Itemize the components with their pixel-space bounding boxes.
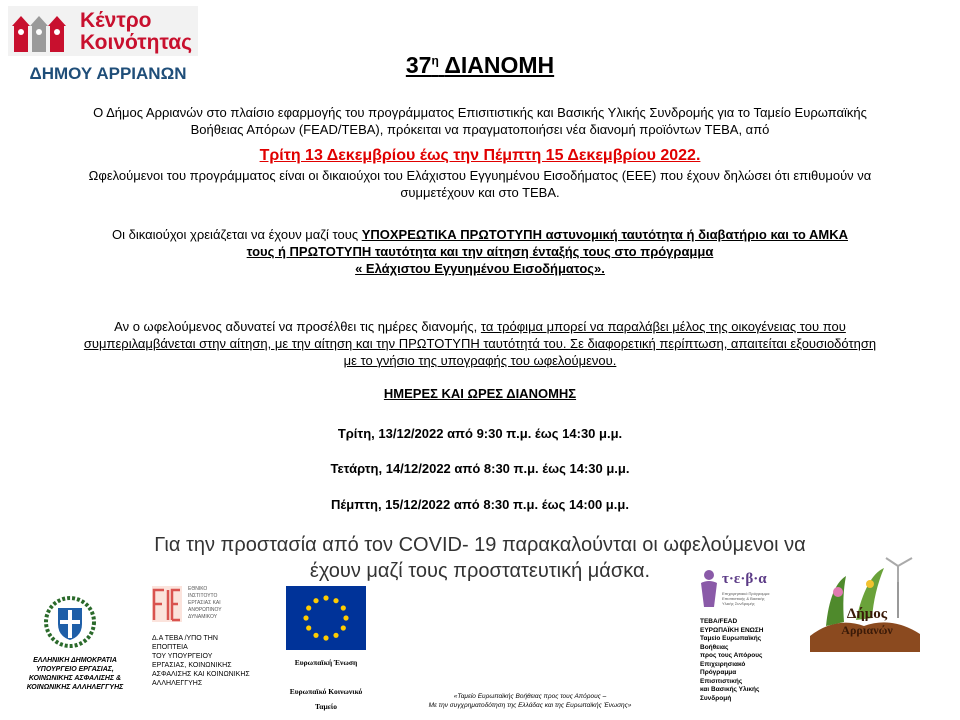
- teba-line: ΤΕΒΑ/FEAD: [700, 618, 738, 625]
- supervision-line: ΑΛΛΗΛΕΓΓΥΗΣ: [152, 680, 203, 687]
- greek-state-line: ΚΟΙΝΩΝΙΚΗΣ ΑΛΛΗΛΕΓΓΥΗΣ: [26, 684, 124, 691]
- requirements-prefix: Οι δικαιούχοι χρειάζεται να έχουν μαζί τους: [112, 227, 362, 242]
- teba-text: [700, 618, 785, 703]
- community-center-logo-icon: [12, 10, 68, 54]
- schedule-slot: Πέμπτη, 15/12/2022 από 8:30 π.μ. έως 14:00 μ.μ.: [331, 497, 629, 512]
- greek-state-line: ΕΛΛΗΝΙΚΗ ΔΗΜΟΚΡΑΤΙΑ: [33, 657, 117, 664]
- logo-line-2: Κοινότητας: [80, 31, 193, 54]
- teba-logo-sub-line: Υλικής Συνδρομής: [722, 601, 755, 606]
- teba-line: και Βασικής Υλικής: [700, 686, 760, 693]
- absent-prefix: Αν ο ωφελούμενος αδυνατεί να προσέλθει τις ημέρες διανομής,: [114, 319, 481, 334]
- teba-logo-sub-line: Επιχειρησιακό Πρόγραμμα: [722, 591, 770, 596]
- title-ordinal: η: [431, 53, 439, 68]
- eiead-line: ΑΝΘΡΩΠΙΝΟΥ: [188, 607, 222, 613]
- municipality-name: ΔΗΜΟΥ ΑΡΡΙΑΝΩΝ: [29, 64, 187, 83]
- footer-quote: [380, 692, 680, 710]
- teba-logo-word: τ·ε·β·α: [722, 571, 767, 587]
- requirements-emphasis-2: τους ή ΠΡΩΤΟΤΥΠΗ ταυτότητα και την αίτηση ένταξής τους στο πρόγραμμα: [246, 244, 714, 259]
- dimos-logo-line-1: Δήμος: [846, 606, 888, 622]
- dimos-logo-text: [822, 606, 912, 638]
- esf-line-2: Ταμείο: [314, 702, 338, 711]
- teba-logo: [690, 565, 790, 621]
- teba-line: Πρόγραμμα: [700, 669, 737, 676]
- absent-underlined-3: με το γνήσιο της υπογραφής του ωφελούμενου.: [343, 353, 617, 368]
- beneficiaries-line-2: συμμετέχουν και στο ΤΕΒΑ.: [400, 185, 560, 200]
- beneficiaries-paragraph: [20, 167, 940, 201]
- esf-label: [276, 684, 376, 714]
- intro-line-2: Βοήθειας Απόρων (FEAD/ΤΕΒΑ), πρόκειται να πραγματοποιήσει νέα διανομή προϊόντων ΤΕΒΑ, από: [190, 122, 770, 137]
- eiead-line: ΙΝΣΤΙΤΟΥΤΟ: [188, 593, 218, 599]
- greek-state-text: [20, 656, 130, 692]
- requirements-emphasis-3: « Ελάχιστου Εγγυημένου Εισοδήματος».: [355, 261, 605, 276]
- supervision-line: ΕΠΟΠΤΕΙΑ: [152, 644, 188, 651]
- eiead-logo-text: [188, 586, 248, 621]
- supervision-line: ΑΣΦΑΛΙΣΗΣ ΚΑΙ ΚΟΙΝΩΝΙΚΗΣ: [152, 671, 250, 678]
- schedule-heading: ΗΜΕΡΕΣ ΚΑΙ ΩΡΕΣ ΔΙΑΝΟΜΗΣ: [383, 386, 577, 401]
- greek-state-line: ΚΟΙΝΩΝΙΚΗΣ ΑΣΦΑΛΙΣΗΣ &: [28, 675, 122, 682]
- eiead-line: ΕΡΓΑΣΙΑΣ ΚΑΙ: [188, 600, 221, 606]
- greek-emblem-icon: [44, 596, 96, 648]
- absent-paragraph: [20, 318, 940, 369]
- eiead-logo-icon: [150, 584, 184, 624]
- logo-line-1: Κέντρο: [80, 9, 152, 32]
- teba-line: Συνδρομή: [700, 694, 732, 702]
- supervision-line: ΕΡΓΑΣΙΑΣ, ΚΟΙΝΩΝΙΚΗΣ: [152, 662, 232, 669]
- intro-paragraph: [20, 104, 940, 138]
- distribution-dates: Τρίτη 13 Δεκεμβρίου έως την Πέμπτη 15 Δεκεμβρίου 2022.: [259, 147, 701, 164]
- schedule-slot: Τετάρτη, 14/12/2022 από 8:30 π.μ. έως 14:30 μ.μ.: [330, 461, 630, 476]
- teba-line: Βοήθειας: [700, 643, 729, 651]
- eu-flag-icon: [286, 586, 366, 650]
- supervision-line: Δ.Α ΤΕΒΑ /ΥΠΟ ΤΗΝ: [152, 635, 218, 642]
- eu-label: Ευρωπαϊκή Ένωση: [294, 658, 358, 667]
- supervision-line: ΤΟΥ ΥΠΟΥΡΓΕΙΟΥ: [152, 653, 213, 660]
- eiead-line: ΔΥΝΑΜΙΚΟΥ: [188, 614, 218, 620]
- absent-underlined-1: τα τρόφιμα μπορεί να παραλάβει μέλος της οικογένειας του που: [480, 319, 846, 334]
- quote-line-1: «Ταμείο Ευρωπαϊκής Βοήθειας προς τους Απόρους –: [453, 693, 607, 700]
- teba-line: Επιχειρησιακό: [700, 660, 746, 668]
- covid-line-2: έχουν μαζί τους προστατευτική μάσκα.: [309, 560, 651, 582]
- beneficiaries-line-1: Ωφελούμενοι του προγράμματος είναι οι δικαιούχοι του Ελάχιστου Εγγυημένου Εισοδήματος (ΕΕΕ) που έχουν δηλώσει ότι επιθυμούν να: [88, 168, 872, 183]
- requirements-emphasis-1: ΥΠΟΧΡΕΩΤΙΚΑ ΠΡΩΤΟΤΥΠΗ αστυνομική ταυτότητα ή διαβατήριο και το ΑΜΚΑ: [361, 227, 848, 242]
- title-number: 37: [405, 52, 432, 78]
- teba-logo-sub-line: Επισιτιστικής & Βασικής: [722, 596, 765, 601]
- teba-figure-icon: [698, 569, 720, 609]
- intro-line-1: Ο Δήμος Αρριανών στο πλαίσιο εφαρμογής του προγράμματος Επισιτιστικής και Βασικής Υλικής Συνδρομής για το Ταμείο Ευρωπαϊκής: [93, 105, 867, 120]
- quote-line-2: Με την συγχρηματοδότηση της Ελλάδας και της Ευρωπαϊκής Ένωσης»: [428, 702, 632, 709]
- title-word: ΔΙΑΝΟΜΗ: [444, 52, 555, 78]
- greek-state-line: ΥΠΟΥΡΓΕΙΟ ΕΡΓΑΣΙΑΣ,: [36, 666, 114, 673]
- dimos-logo-line-2: Αρριανών: [841, 623, 893, 637]
- covid-line-1: Για την προστασία από τον COVID- 19 παρακαλούνται οι ωφελούμενοι να: [154, 534, 806, 556]
- teba-line: Ταμείο Ευρωπαϊκής: [700, 635, 762, 642]
- teba-line: Επισιτιστικής: [700, 677, 743, 685]
- teba-logo-sub: [722, 591, 769, 606]
- absent-underlined-2: συμπεριλαμβάνεται στην αίτηση, με την αίτηση και την ΠΡΩΤΟΤΥΠΗ ταυτότητά του. Σε διαφορετική περίπτωση, απαιτείται εξουσιοδότηση: [83, 336, 877, 351]
- teba-line: προς τους Απόρους: [700, 652, 763, 659]
- teva-supervision-text: [152, 634, 272, 688]
- requirements-paragraph: [20, 226, 940, 277]
- esf-line-1: Ευρωπαϊκό Κοινωνικό: [289, 687, 363, 696]
- logo-text: [80, 10, 192, 54]
- dimos-arrianon-logo: [806, 556, 924, 652]
- page-title: [300, 52, 660, 79]
- teba-line: ΕΥΡΩΠΑΪΚΗ ΕΝΩΣΗ: [700, 626, 764, 634]
- schedule-slot: Τρίτη, 13/12/2022 από 9:30 π.μ. έως 14:30 μ.μ.: [337, 426, 623, 441]
- eiead-line: ΕΘΝΙΚΟ: [188, 586, 208, 592]
